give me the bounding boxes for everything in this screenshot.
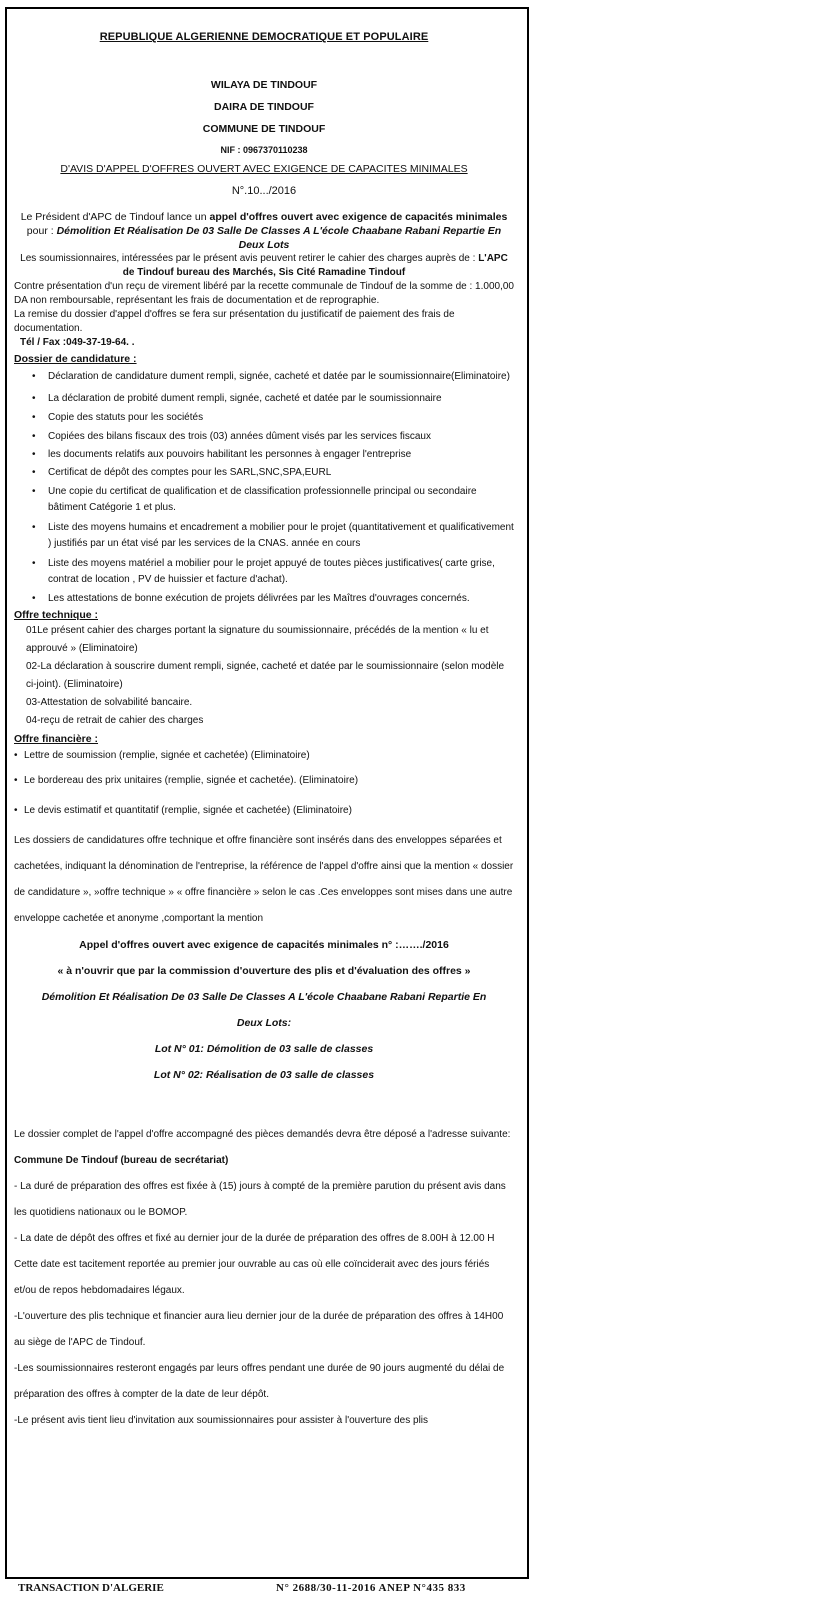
lot-01: Lot N° 01: Démolition de 03 salle de classes xyxy=(154,1043,374,1055)
list-item: • Le bordereau des prix unitaires (remplie, signée et cachetée). (Eliminatoire) xyxy=(14,766,514,796)
commune-line: COMMUNE DE TINDOUF xyxy=(202,123,326,135)
dossier-list xyxy=(14,366,514,606)
ouverture-paragraph: -L'ouverture des plis technique et financier aura lieu dernier jour de la durée de préparation des offres à 14H00 au siège de l'APC de Tindouf. xyxy=(14,1311,504,1348)
daira-line: DAIRA DE TINDOUF xyxy=(214,101,314,113)
list-item: 03-Attestation de solvabilité bancaire. xyxy=(26,697,193,708)
avis-title: D'AVIS D'APPEL D'OFFRES OUVERT AVEC EXIGENCE DE CAPACITES MINIMALES xyxy=(60,163,468,175)
lot-02: Lot N° 02: Réalisation de 03 salle de classes xyxy=(153,1069,375,1081)
list-item: • Liste des moyens humains et encadrement a mobilier pour le projet (quantitativement et qualificativement ) justifiés par un état visé par les services de la CNAS. année en cours xyxy=(32,520,514,552)
list-item: 02-La déclaration à souscrire dument rempli, signée, cacheté et datée par le soumissionnaire (selon modèle ci-joint). (Eliminatoire) xyxy=(26,661,505,690)
dossier-title: Dossier de candidature : xyxy=(14,353,137,365)
remise-paragraph: La remise du dossier d'appel d'offres se fera sur présentation du justificatif de paiement des frais de documentation. xyxy=(14,309,455,334)
technique-list xyxy=(14,622,514,730)
list-item: • Liste des moyens matériel a mobilier pour le projet appuyé de toutes pièces justificatives( carte grise, contrat de location , PV de huissier et facture d'achat). xyxy=(32,556,514,588)
list-item: • La déclaration de probité dument rempli, signée, cacheté et datée par le soumissionnaire xyxy=(32,392,514,406)
publication-reference: N° 2688/30-11-2016 ANEP N°435 833 xyxy=(276,1582,466,1594)
republic-heading: REPUBLIQUE ALGERIENNE DEMOCRATIQUE ET POPULAIRE xyxy=(99,31,429,43)
engagement-paragraph: -Les soumissionnaires resteront engagés par leurs offres pendant une durée de 90 jours augmenté du délai de préparation des offres à compter de la date de leur dépôt. xyxy=(14,1363,505,1400)
enveloppes-paragraph: Les dossiers de candidatures offre technique et offre financière sont insérés dans des enveloppes séparées et cachetées, indiquant la dénomination de l'entreprise, la référence de l'appel d'offre ainsi que la mention « dossier de candidature », »offre technique » « offre financière » selon le cas .Ces enveloppes sont mises dans une autre enveloppe cachetée et anonyme ,comportant la mention xyxy=(14,835,514,924)
financiere-title: Offre financière : xyxy=(14,733,99,745)
list-item: 01Le présent cahier des charges portant la signature du soumissionnaire, précédés de la mention « lu et approuvé » (Eliminatoire) xyxy=(26,625,489,654)
payment-paragraph: Contre présentation d'un reçu de virement libéré par la recette communale de Tindouf de la somme de : 1.000,00 DA non remboursable, représentant les frais de documentation et de reprographie. xyxy=(14,281,514,306)
invitation-paragraph: -Le présent avis tient lieu d'invitation aux soumissionnaires pour assister à l'ouverture des plis xyxy=(14,1415,429,1426)
technique-title: Offre technique : xyxy=(14,609,99,621)
intro-paragraph: Le Président d'APC de Tindouf lance un appel d'offres ouvert avec exigence de capacités minimales pour : Démolition Et Réalisation De 03 Salle De Classes A L'école Chaabane Rabani Repartie En Deux Lots xyxy=(20,211,508,251)
mention-ouverture: « à n'ouvrir que par la commission d'ouverture des plis et d'évaluation des offres » xyxy=(57,965,471,977)
nif-line: NIF : 0967370110238 xyxy=(220,145,308,155)
depot-paragraph: Le dossier complet de l'appel d'offre accompagné des pièces demandés devra être déposé a l'adresse suivante: Commune De Tindouf (bureau de secrétariat) xyxy=(14,1129,511,1166)
list-item: • Copie des statuts pour les sociétés xyxy=(32,411,514,425)
list-item: • Lettre de soumission (remplie, signée et cachetée) (Eliminatoire) xyxy=(14,746,514,766)
date-depot-paragraph: - La date de dépôt des offres et fixé au dernier jour de la durée de préparation des offres de 8.00H à 12.00 H Cette date est tacitement reportée au premier jour ouvrable au cas où elle coïnciderait avec des jours fériés et/ou de repos hebdomadaires légaux. xyxy=(14,1233,495,1296)
retrait-paragraph: Les soumissionnaires, intéressées par le présent avis peuvent retirer le cahier des charges auprès de : L'APC de Tindouf bureau des Marchés, Sis Cité Ramadine Tindouf xyxy=(20,253,508,278)
list-item: 04-reçu de retrait de cahier des charges xyxy=(26,715,204,726)
wilaya-line: WILAYA DE TINDOUF xyxy=(210,79,318,91)
newspaper-name: TRANSACTION D'ALGERIE xyxy=(18,1582,164,1594)
notice-number: N°.10.../2016 xyxy=(231,185,297,197)
tel-fax: Tél / Fax :049-37-19-64. . xyxy=(20,337,135,348)
financiere-list xyxy=(14,746,514,826)
list-item: • Déclaration de candidature dument rempli, signée, cacheté et datée par le soumissionnaire(Eliminatoire) xyxy=(32,366,514,388)
tender-notice xyxy=(14,30,514,1434)
list-item: • Une copie du certificat de qualification et de classification professionnelle principal ou secondaire bâtiment Catégorie 1 et plus. xyxy=(32,484,514,516)
list-item: • Copiées des bilans fiscaux des trois (03) années dûment visés par les services fiscaux xyxy=(32,430,514,444)
list-item: • Les attestations de bonne exécution de projets délivrées par les Maîtres d'ouvrages concernés. xyxy=(32,592,514,606)
list-item: • Le devis estimatif et quantitatif (remplie, signée et cachetée) (Eliminatoire) xyxy=(14,796,514,826)
duree-paragraph: - La duré de préparation des offres est fixée à (15) jours à compté de la première parution du présent avis dans les quotidiens nationaux ou le BOMOP. xyxy=(14,1181,506,1218)
mention-appel: Appel d'offres ouvert avec exigence de capacités minimales n° :……./2016 xyxy=(79,939,449,951)
list-item: • les documents relatifs aux pouvoirs habilitant les personnes à engager l'entreprise xyxy=(32,448,514,462)
list-item: • Certificat de dépôt des comptes pour les SARL,SNC,SPA,EURL xyxy=(32,466,514,480)
mention-projet: Démolition Et Réalisation De 03 Salle De Classes A L'école Chaabane Rabani Repartie En Deux Lots: xyxy=(41,991,487,1029)
